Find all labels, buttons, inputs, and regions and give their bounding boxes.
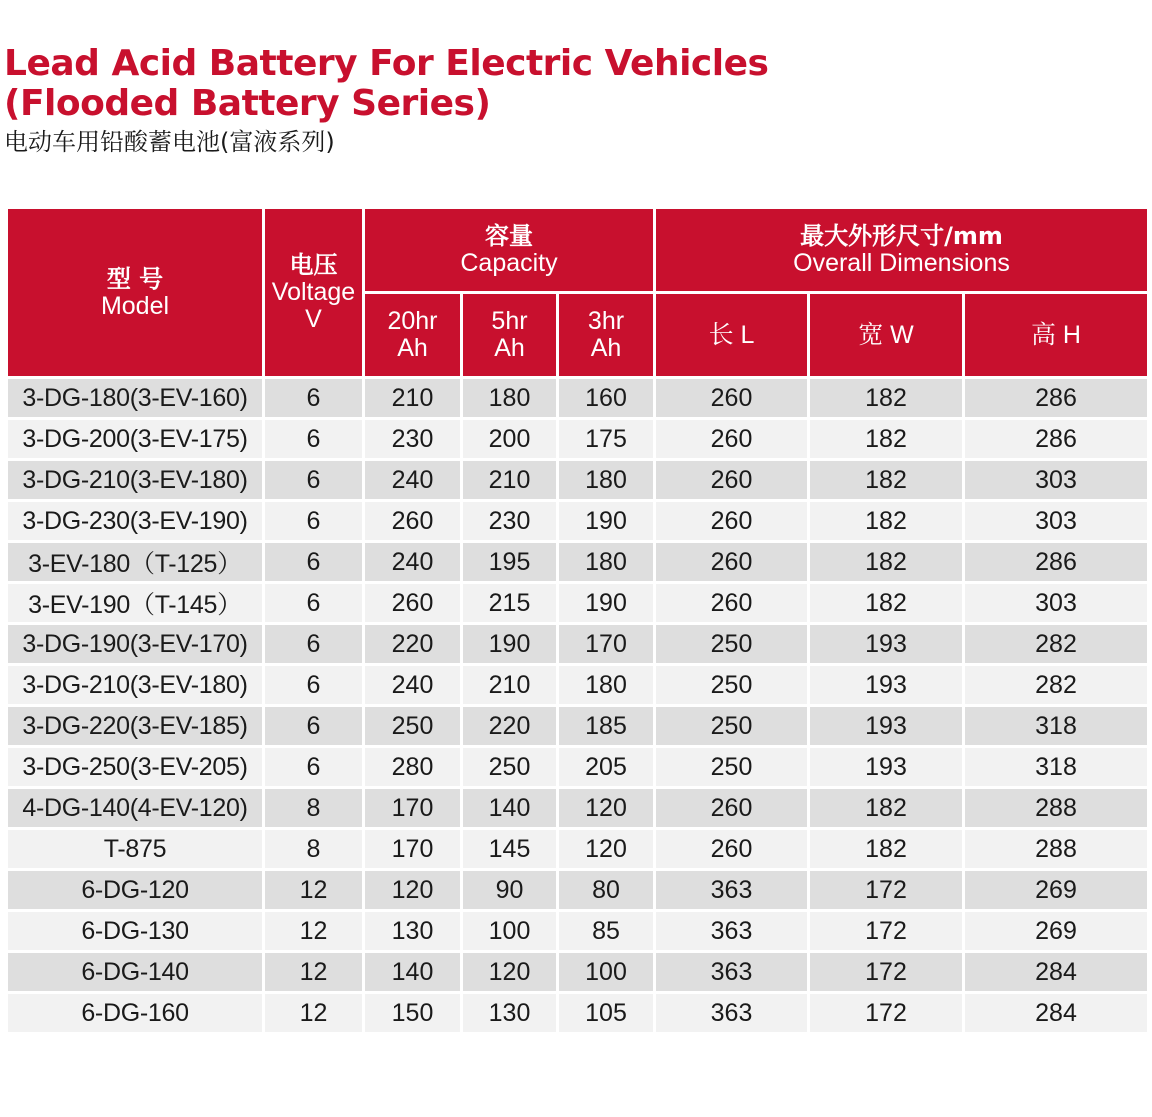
table-row	[7, 911, 1149, 952]
cell-capacity-3hr: 120	[558, 829, 655, 870]
cell-height: 303	[964, 460, 1149, 501]
cell-capacity-5hr: 195	[462, 542, 558, 583]
cell-capacity-3hr: 120	[558, 788, 655, 829]
header-width: 宽 W	[809, 293, 964, 378]
header-overall-dimensions: 最大外形尺寸/mm Overall Dimensions	[655, 208, 1149, 293]
cell-model: 3-EV-180（T-125）	[7, 542, 264, 583]
cell-capacity-5hr: 220	[462, 706, 558, 747]
cell-length: 363	[655, 952, 809, 993]
table-row	[7, 378, 1149, 419]
cell-length: 250	[655, 624, 809, 665]
cell-width: 182	[809, 788, 964, 829]
cell-voltage: 12	[264, 911, 364, 952]
cell-capacity-20hr: 220	[364, 624, 462, 665]
cell-capacity-20hr: 120	[364, 870, 462, 911]
cell-voltage: 6	[264, 624, 364, 665]
cell-length: 260	[655, 378, 809, 419]
cell-model: 3-DG-250(3-EV-205)	[7, 747, 264, 788]
cell-width: 193	[809, 706, 964, 747]
cell-capacity-5hr: 140	[462, 788, 558, 829]
cell-voltage: 8	[264, 788, 364, 829]
header-length: 长 L	[655, 293, 809, 378]
cell-model: 3-EV-190（T-145）	[7, 583, 264, 624]
page-subtitle-chinese: 电动车用铅酸蓄电池(富液系列)	[4, 128, 335, 156]
cell-voltage: 8	[264, 829, 364, 870]
cell-height: 286	[964, 378, 1149, 419]
table-row	[7, 788, 1149, 829]
cell-capacity-5hr: 120	[462, 952, 558, 993]
cell-width: 182	[809, 419, 964, 460]
cell-capacity-5hr: 200	[462, 419, 558, 460]
cell-capacity-5hr: 210	[462, 460, 558, 501]
cell-capacity-20hr: 130	[364, 911, 462, 952]
cell-capacity-5hr: 215	[462, 583, 558, 624]
table-row	[7, 501, 1149, 542]
cell-voltage: 12	[264, 952, 364, 993]
cell-voltage: 6	[264, 501, 364, 542]
table-row	[7, 665, 1149, 706]
cell-capacity-20hr: 260	[364, 583, 462, 624]
table-row	[7, 870, 1149, 911]
cell-height: 288	[964, 829, 1149, 870]
cell-model: 6-DG-130	[7, 911, 264, 952]
cell-width: 193	[809, 624, 964, 665]
cell-voltage: 6	[264, 378, 364, 419]
cell-model: 3-DG-190(3-EV-170)	[7, 624, 264, 665]
cell-length: 260	[655, 583, 809, 624]
cell-capacity-5hr: 250	[462, 747, 558, 788]
cell-width: 182	[809, 583, 964, 624]
cell-capacity-3hr: 180	[558, 542, 655, 583]
cell-capacity-20hr: 250	[364, 706, 462, 747]
cell-capacity-5hr: 180	[462, 378, 558, 419]
header-capacity-5hr: 5hr Ah	[462, 293, 558, 378]
cell-capacity-5hr: 90	[462, 870, 558, 911]
header-voltage: 电压 Voltage V	[264, 208, 364, 378]
cell-capacity-5hr: 100	[462, 911, 558, 952]
cell-width: 182	[809, 501, 964, 542]
cell-model: 3-DG-230(3-EV-190)	[7, 501, 264, 542]
cell-width: 172	[809, 870, 964, 911]
cell-height: 284	[964, 993, 1149, 1034]
cell-capacity-20hr: 260	[364, 501, 462, 542]
cell-voltage: 12	[264, 993, 364, 1034]
cell-height: 286	[964, 542, 1149, 583]
cell-width: 182	[809, 378, 964, 419]
table-row	[7, 993, 1149, 1034]
cell-height: 303	[964, 501, 1149, 542]
cell-capacity-3hr: 160	[558, 378, 655, 419]
cell-capacity-5hr: 210	[462, 665, 558, 706]
cell-length: 363	[655, 870, 809, 911]
cell-width: 193	[809, 747, 964, 788]
cell-capacity-3hr: 205	[558, 747, 655, 788]
cell-model: T-875	[7, 829, 264, 870]
cell-voltage: 12	[264, 870, 364, 911]
cell-capacity-20hr: 280	[364, 747, 462, 788]
cell-model: 3-DG-200(3-EV-175)	[7, 419, 264, 460]
cell-height: 288	[964, 788, 1149, 829]
cell-capacity-3hr: 190	[558, 583, 655, 624]
cell-width: 182	[809, 829, 964, 870]
cell-width: 172	[809, 952, 964, 993]
cell-capacity-3hr: 180	[558, 665, 655, 706]
cell-capacity-3hr: 185	[558, 706, 655, 747]
cell-capacity-3hr: 85	[558, 911, 655, 952]
table-row	[7, 829, 1149, 870]
cell-voltage: 6	[264, 542, 364, 583]
cell-capacity-3hr: 105	[558, 993, 655, 1034]
cell-length: 260	[655, 460, 809, 501]
cell-capacity-20hr: 170	[364, 829, 462, 870]
cell-height: 286	[964, 419, 1149, 460]
cell-height: 269	[964, 870, 1149, 911]
table-row	[7, 460, 1149, 501]
cell-length: 260	[655, 501, 809, 542]
cell-capacity-20hr: 140	[364, 952, 462, 993]
cell-width: 182	[809, 460, 964, 501]
cell-width: 193	[809, 665, 964, 706]
cell-capacity-20hr: 210	[364, 378, 462, 419]
cell-capacity-3hr: 190	[558, 501, 655, 542]
cell-voltage: 6	[264, 460, 364, 501]
header-row-top	[7, 208, 1149, 293]
cell-model: 3-DG-210(3-EV-180)	[7, 665, 264, 706]
cell-length: 250	[655, 747, 809, 788]
cell-capacity-20hr: 170	[364, 788, 462, 829]
cell-model: 3-DG-220(3-EV-185)	[7, 706, 264, 747]
cell-height: 284	[964, 952, 1149, 993]
battery-spec-table	[5, 206, 1150, 1035]
cell-length: 260	[655, 788, 809, 829]
cell-length: 363	[655, 993, 809, 1034]
cell-capacity-20hr: 150	[364, 993, 462, 1034]
cell-capacity-3hr: 80	[558, 870, 655, 911]
cell-height: 303	[964, 583, 1149, 624]
cell-model: 3-DG-180(3-EV-160)	[7, 378, 264, 419]
table-row	[7, 419, 1149, 460]
cell-capacity-5hr: 145	[462, 829, 558, 870]
cell-length: 250	[655, 706, 809, 747]
cell-voltage: 6	[264, 747, 364, 788]
cell-capacity-5hr: 130	[462, 993, 558, 1034]
cell-capacity-3hr: 100	[558, 952, 655, 993]
cell-model: 6-DG-160	[7, 993, 264, 1034]
cell-model: 3-DG-210(3-EV-180)	[7, 460, 264, 501]
table-row	[7, 952, 1149, 993]
cell-voltage: 6	[264, 665, 364, 706]
cell-height: 318	[964, 706, 1149, 747]
cell-height: 282	[964, 665, 1149, 706]
cell-voltage: 6	[264, 419, 364, 460]
cell-capacity-3hr: 175	[558, 419, 655, 460]
cell-capacity-20hr: 240	[364, 542, 462, 583]
cell-length: 260	[655, 419, 809, 460]
cell-capacity-3hr: 180	[558, 460, 655, 501]
cell-capacity-5hr: 190	[462, 624, 558, 665]
header-capacity: 容量 Capacity	[364, 208, 655, 293]
table-row	[7, 706, 1149, 747]
cell-capacity-20hr: 240	[364, 665, 462, 706]
header-capacity-20hr: 20hr Ah	[364, 293, 462, 378]
cell-length: 260	[655, 829, 809, 870]
cell-height: 269	[964, 911, 1149, 952]
cell-capacity-20hr: 230	[364, 419, 462, 460]
page-title-line1: Lead Acid Battery For Electric Vehicles	[4, 43, 769, 84]
header-capacity-3hr: 3hr Ah	[558, 293, 655, 378]
table-row	[7, 747, 1149, 788]
cell-capacity-20hr: 240	[364, 460, 462, 501]
header-height: 高 H	[964, 293, 1149, 378]
cell-capacity-5hr: 230	[462, 501, 558, 542]
cell-voltage: 6	[264, 583, 364, 624]
cell-height: 318	[964, 747, 1149, 788]
cell-width: 182	[809, 542, 964, 583]
cell-height: 282	[964, 624, 1149, 665]
cell-length: 260	[655, 542, 809, 583]
cell-model: 4-DG-140(4-EV-120)	[7, 788, 264, 829]
cell-model: 6-DG-120	[7, 870, 264, 911]
table-row	[7, 542, 1149, 583]
table-row	[7, 583, 1149, 624]
cell-length: 250	[655, 665, 809, 706]
cell-width: 172	[809, 993, 964, 1034]
header-model: 型 号 Model	[7, 208, 264, 378]
cell-model: 6-DG-140	[7, 952, 264, 993]
cell-length: 363	[655, 911, 809, 952]
cell-width: 172	[809, 911, 964, 952]
cell-voltage: 6	[264, 706, 364, 747]
title-block	[4, 44, 768, 158]
table-row	[7, 624, 1149, 665]
page-title-line2: (Flooded Battery Series)	[4, 83, 491, 124]
cell-capacity-3hr: 170	[558, 624, 655, 665]
